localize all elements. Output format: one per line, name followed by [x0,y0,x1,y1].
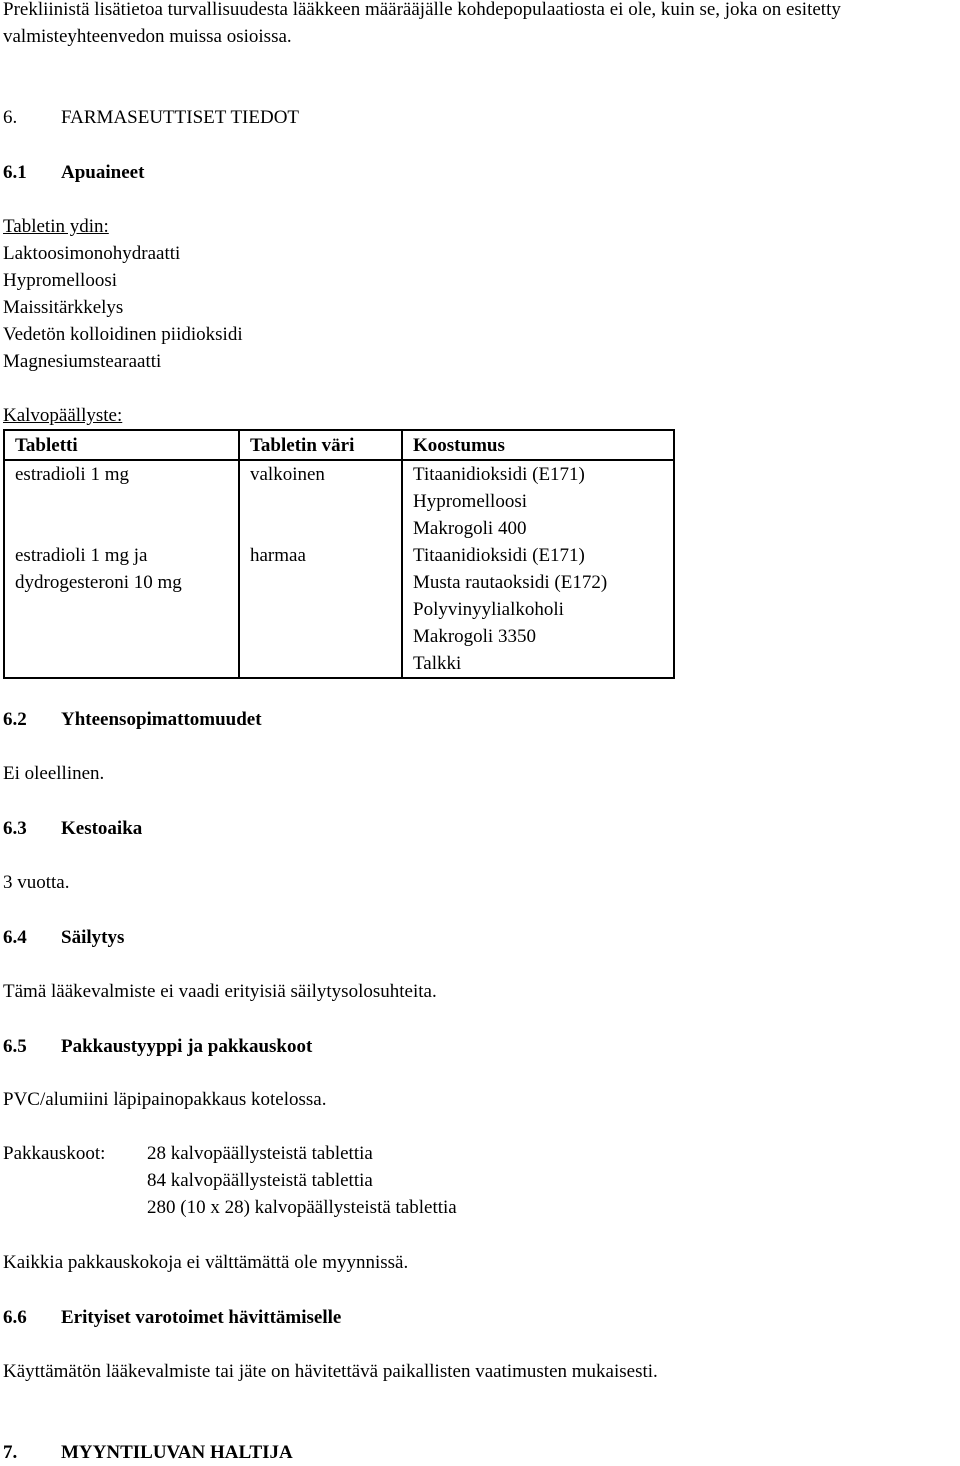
cell-line: dydrogesteroni 10 mg [15,572,182,593]
section-text: PVC/alumiini läpipainopakkaus kotelossa. [3,1089,327,1110]
section-text: 3 vuotta. [3,872,70,893]
column-header-tablet: Tabletti [4,430,239,460]
pack-size: 28 kalvopäällysteistä tablettia [147,1143,373,1164]
cell-line: Makrogoli 3350 [413,626,536,647]
cell-line: Talkki [413,653,462,674]
column-header-composition: Koostumus [402,430,674,460]
table-header-row [4,430,674,460]
cell-line: estradioli 1 mg ja [15,545,148,566]
section-title: Pakkaustyyppi ja pakkauskoot [61,1036,313,1057]
intro-line-1: Prekliinistä lisätietoa turvallisuudesta lääkkeen määrääjälle kohdepopulaatiosta ei ole, kuin se, joka on esitetty [3,0,841,20]
section-number: 6.5 [3,1036,27,1057]
section-title: Erityiset varotoimet hävittämiselle [61,1307,342,1328]
intro-line-2: valmisteyhteenvedon muissa osioissa. [3,26,292,47]
composition-cell [402,460,674,542]
color-cell [239,542,402,678]
cell-line: Titaanidioksidi (E171) [413,464,585,485]
section-title: Apuaineet [61,162,145,183]
coating-table [3,429,675,679]
pack-size: 280 (10 x 28) kalvopäällysteistä tablettia [147,1197,457,1218]
tablet-cell [4,460,239,542]
pack-note: Kaikkia pakkauskokoja ei välttämättä ole myynnissä. [3,1252,409,1273]
cell-line: Hypromelloosi [413,491,527,512]
core-item: Hypromelloosi [3,270,117,291]
core-item: Maissitärkkelys [3,297,124,318]
cell-line: estradioli 1 mg [15,464,129,485]
section-text: Ei oleellinen. [3,763,105,784]
core-item: Magnesiumstearaatti [3,351,162,372]
pack-size: 84 kalvopäällysteistä tablettia [147,1170,373,1191]
pack-label: Pakkauskoot: [3,1143,106,1164]
cell-line: harmaa [250,545,306,566]
coating-label: Kalvopäällyste: [3,405,123,426]
core-item: Vedetön kolloidinen piidioksidi [3,324,243,345]
section-number: 6. [3,107,18,128]
cell-line: Musta rautaoksidi (E172) [413,572,608,593]
section-number: 6.1 [3,162,27,183]
core-item: Laktoosimonohydraatti [3,243,181,264]
table-row [4,542,674,678]
cell-line: Makrogoli 400 [413,518,527,539]
section-title: Yhteensopimattomuudet [61,709,262,730]
section-title: Säilytys [61,927,125,948]
section-number: 6.6 [3,1307,27,1328]
section-title: Kestoaika [61,818,143,839]
tablet-cell [4,542,239,678]
section-title: MYYNTILUVAN HALTIJA [61,1442,293,1463]
table-row [4,460,674,542]
cell-line: valkoinen [250,464,325,485]
section-number: 6.2 [3,709,27,730]
column-header-color: Tabletin väri [239,430,402,460]
core-label: Tabletin ydin: [3,216,109,237]
composition-cell [402,542,674,678]
section-text: Käyttämätön lääkevalmiste tai jäte on hävitettävä paikallisten vaatimusten mukaisesti. [3,1361,658,1382]
color-cell [239,460,402,542]
section-title: FARMASEUTTISET TIEDOT [61,107,300,128]
section-text: Tämä lääkevalmiste ei vaadi erityisiä säilytysolosuhteita. [3,981,437,1002]
section-number: 6.4 [3,927,27,948]
cell-line: Polyvinyylialkoholi [413,599,564,620]
section-number: 7. [3,1442,18,1463]
cell-line: Titaanidioksidi (E171) [413,545,585,566]
section-number: 6.3 [3,818,27,839]
